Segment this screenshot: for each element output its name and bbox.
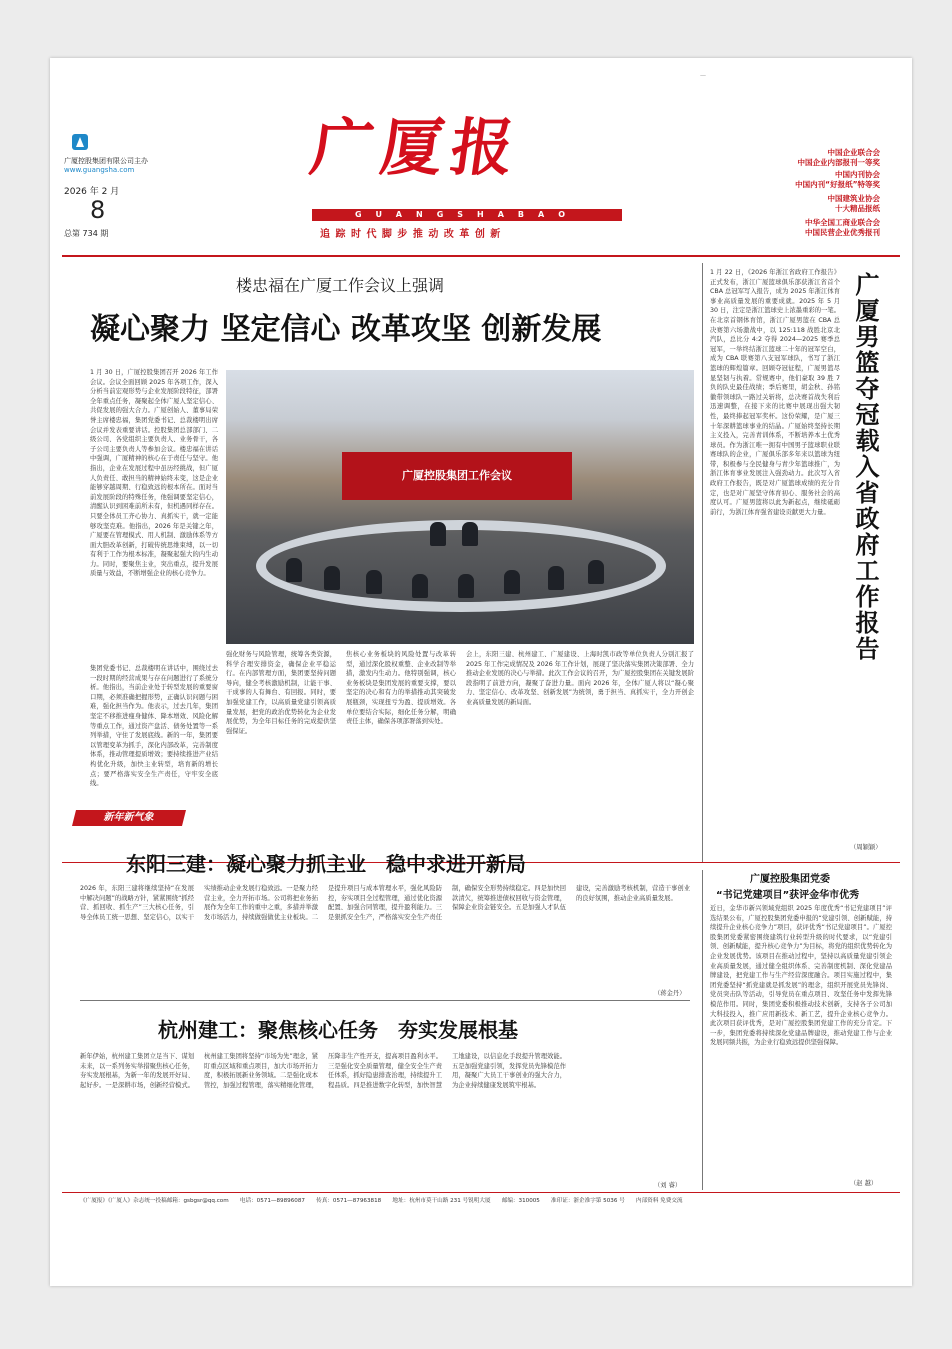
attendee	[458, 574, 474, 598]
header-rule	[62, 255, 900, 257]
lead-col-4: 会上，东阳三建、杭州建工、广厦建设、上海时凯市政等单位负责人分别汇报了 2025 年工作完成情况及 2026 年工作计划，展现了坚决落实集团决策部署、全力推动企业发展的决心与举措。此次工作会议的召开，为广厦控股集团在关键发展阶段指明了前进方向，凝聚了奋进力量。面向 2026 年，全体广厦人将以“凝心聚力、坚定信心、改革攻坚、创新发展”为统领，勇于担当、真抓实干，全力开创企业高质量发展的新局面。	[466, 651, 694, 706]
masthead-title: 广厦报	[306, 111, 527, 184]
lead-kicker: 楼忠福在广厦工作会议上强调	[236, 276, 445, 295]
issue-date: 2026 年 2 月	[64, 187, 120, 197]
attendee	[412, 574, 428, 598]
attendee	[430, 522, 446, 546]
basketball-byline: （周颖颖）	[850, 844, 882, 851]
honor-item: 中国建筑业协会	[827, 194, 880, 203]
attendee	[366, 570, 382, 594]
honor-item: 中华全国工商业联合会	[805, 218, 880, 227]
host-line: 广厦控股集团有限公司主办	[64, 157, 148, 165]
side-title-2: “书记党建项目”获评金华市优秀	[716, 890, 860, 901]
honor-item: 中国内刊协会	[835, 170, 880, 179]
attendee	[548, 566, 564, 590]
photo-banner: 广厦控股集团工作会议	[342, 452, 572, 500]
guangsha-logo-icon	[72, 134, 88, 150]
hangzhou-body: 新年伊始，杭州建工集团立足当下、谋划未来，以一系列务实举措聚焦核心任务，夯实发展根基，为新一年的发展开好局、起好步。一是深耕市场，创新经营模式。杭州建工集团将坚持“市场为先”理念，紧盯重点区域和重点项目，加大市场开拓力度，积极拓展新业务领域。二是强化成本管控，加强过程管理，落实精细化管理，压降非生产性开支，提高项目盈利水平。三是强化安全质量管理，健全安全生产责任体系，抓好隐患排查治理，持续提升工程品质。四是推进数字化转型，加快智慧工地建设，以信息化手段提升管理效能。五是加强党建引领，发挥党员先锋模范作用，凝聚广大员工干事创业的强大合力，为企业持续健康发展筑牢根基。	[80, 1053, 566, 1089]
attendee	[324, 566, 340, 590]
footer-rule	[62, 1192, 900, 1193]
honors-list	[740, 148, 880, 238]
basketball-body: 1 月 22 日，《2026 年浙江省政府工作报告》正式发布，浙江广厦篮球俱乐部获浙江省首个 CBA 总冠军写入报告，成为 2025 年浙江体育事业高质量发展的重要成就。2025 年 5 月 30 日，注定是浙江篮球史上浓墨重彩的一笔。在北京首钢体育馆，浙江广厦男篮在 CBA 总决赛第六场激战中，以 125:118 战胜北京北汽队，总比分 4:2 夺得 2024—2025 赛季总冠军，一举终结浙江篮球二十年的冠军空白，成为 CBA 联赛第八支冠军球队，书写了浙江篮球的辉煌篇章。回顾夺冠征程，广厦男篮尽显坚韧与执着。常规赛中，他们豪取 39 胜 7 负的队史最佳战绩；季后赛里，胡金秋、孙铭徽带领球队一路过关斩将，总决赛首战失利后迅速调整，在接下来的比赛中展现出强大韧性，最终捧起冠军奖杯。这份荣耀，是广厦三十年深耕篮球事业的结晶。广厦始终坚持长期主义投入，完善青训体系，不断培养本土优秀球员。作为浙江唯一拥有中国男子篮球职业联赛球队的企业，广厦俱乐部多年来以篮球为纽带，积极参与全民健身与青少年篮球推广，为浙江体育事业发展注入强劲动力。此次写入省政府工作报告，既是对广厦篮球成绩的充分肯定，也是对广厦坚守体育初心、服务社会的高度认可。广厦男篮将以此为新起点，继续砥砺前行，为浙江体育强省建设贡献更大力量。	[710, 269, 840, 516]
newspaper-page	[50, 58, 912, 1286]
lead-col-1: 1 月 30 日，广厦控股集团召开 2026 年工作会议。会议全面回顾 2025 年各项工作，深入分析当前宏观形势与企业发展阶段特征，部署全年重点任务，凝聚起全体广厦人坚定信心、共促发展的强大合力。广厦创始人、董事局荣誉主席楼忠福，集团党委书记、总裁楼明出席会议并发表重要讲话。控股集团总部部门、二级公司、各党组织主要负责人、业务骨干，各子公司主要负责人等参加会议。楼忠福在讲话中强调，广厦精神的核心在于责任与坚守。他指出，企业在发展过程中虽历经挑战，但广厦人负责任、敢担当的精神始终未变，这是企业能够穿越周期、行稳致远的根本所在。面对当前发展阶段的特殊任务，他强调要坚定信心，清醒认识到困难前所未有，但机遇同样存在。只要全体员工齐心协力、真抓实干，就一定能够攻坚克难。他指出，2026 年是关键之年，广厦要在管理模式、用人机制、激励体系等方面大胆改革创新，打破传统思维束缚，以一切有利于工作为根本标准，凝聚起强大的内生动力。同时，要聚焦主业，突出重点，提升发展质量与效益，不断增强企业的核心竞争力。	[90, 369, 218, 578]
band-divider	[80, 1000, 690, 1001]
masthead-slogan: 追 踪 时 代 脚 步 推 动 改 革 创 新	[320, 229, 502, 240]
conference-table	[256, 520, 666, 612]
conference-photo	[226, 370, 694, 644]
attendee	[588, 560, 604, 584]
basketball-title: 广厦男篮夺冠载入省政府工作报告	[851, 272, 880, 662]
honor-item: 中国民营企业优秀报刊	[805, 228, 880, 237]
honor-item: 中国内刊“好报纸”特等奖	[795, 180, 880, 189]
lead-title: 凝心聚力 坚定信心 改革攻坚 创新发展	[90, 312, 602, 347]
footer-info: 《广厦报》《广厦人》杂志统一投稿邮箱：gsbgsr@qq.com 电话：0571—89896087 传真：0571—87963818 地址：杭州市莫干山路 231 号锐明大厦 邮编：310005 准印证：浙企准字第 5036 号 内部资料 免费交流	[80, 1198, 683, 1204]
side-title-1: 广厦控股集团党委	[750, 874, 830, 885]
lead-col-1b: 集团党委书记、总裁楼明在讲话中，围绕过去一段时期的经营成果与存在问题进行了系统分析。他指出，当前企业处于转型发展的重要窗口期，必须准确把握形势，正确认识问题与困难，强化担当作为。他表示，过去几年，集团坚定不移推进瘦身健体、降本增效、风险化解等重点工作，通过资产盘活、债务处置等一系列举措，守住了发展底线。新的一年，集团要以管理变革为抓手，深化内部改革，完善制度体系，推动管理提质增效；要持续推进产业结构优化升级，加快主业转型，培育新的增长点；要严格落实安全生产责任，守牢安全底线。	[90, 665, 218, 788]
top-left-mark: —	[700, 72, 706, 79]
hangzhou-headline: 杭州建工：聚焦核心任务 夯实发展根基	[158, 1018, 518, 1042]
lead-col-3: 焦核心业务板块的风险处置与改革转型，通过深化股权重整、企业改制等举措，激发内生动力。他特别强调，核心业务板块是集团发展的重要支撑，要以坚定的决心和有力的举措推动其突破发展瓶颈，实现扭亏为盈、提质增效。各单位要结合实际，细化任务分解，明确责任主体，确保各项部署落到实处。	[346, 651, 456, 726]
side-divider	[702, 870, 703, 1190]
honor-item: 中国企业内部报刊一等奖	[797, 158, 880, 167]
honor-item: 中国企业联合会	[827, 148, 880, 157]
website[interactable]: www.guangsha.com	[64, 166, 135, 174]
side-body: 近日，金华市新兴领域党组织 2025 年度优秀“书记党建项目”评选结果公布，广厦控股集团党委申报的“党建引领、创新赋能，持续提升企业核心竞争力”项目，获评优秀“书记党建项目”。广厦控股集团党委紧密围绕建筑行业转型升级的时代要求，以“党建引领、创新赋能，提升核心竞争力”为目标，将党的组织优势转化为企业发展优势。该项目在推动过程中，坚持以高质量党建引领企业高质量发展，通过健全组织体系、完善制度机制、深化党建品牌建设，把党建工作与生产经营深度融合。项目实施过程中，集团党委坚持“抓党建就是抓发展”的理念，组织开展党员先锋岗、党员突击队等活动，引导党员在重点项目、攻坚任务中发挥先锋模范作用。同时，集团党委积极推动技术创新，支持各子公司加大科技投入，推广应用新技术、新工艺，提升企业核心竞争力。此次项目获评优秀，是对广厦控股集团党建工作的充分肯定。下一步，集团党委将持续深化党建品牌建设，推动党建工作与企业发展同频共振，为企业行稳致远提供坚强保障。	[710, 905, 892, 1047]
masthead-pinyin: GUANGSHABAO	[312, 209, 622, 221]
honor-item: 十大精品报纸	[835, 204, 880, 213]
dongyang-body: 2026 年，东阳三建将继续坚持“在发展中解决问题”的战略方针，紧紧围绕“抓经营、抓回收、抓生产”三大核心任务，引导全体员工统一思想、坚定信心，以实干实绩推动企业发展行稳致远。一是聚力经营主业，全力开拓市场。公司将把业务拓展作为全年工作的重中之重，多措并举激发市场活力，持续做强做优主业板块。二是提升项目与成本管理水平，强化风险防控，夯实项目全过程管理，通过优化资源配置、加强合同管理，提升盈利能力。三是狠抓安全生产，严格落实安全生产责任制，确保安全形势持续稳定。四是加快回款清欠，统筹推进债权回收与资金管理，保障企业资金链安全。五是加强人才队伍建设，完善激励考核机制，营造干事创业的良好氛围，推动企业高质量发展。	[80, 885, 690, 921]
side-byline: （赵 越）	[850, 1180, 878, 1187]
attendee	[286, 558, 302, 582]
column-divider	[702, 263, 703, 863]
attendee	[504, 570, 520, 594]
section-tag: 新年新气象	[72, 810, 186, 826]
attendee	[462, 522, 478, 546]
dongyang-headline: 东阳三建：凝心聚力抓主业 稳中求进开新局	[126, 852, 526, 876]
issue-day: 8	[90, 196, 106, 224]
dongyang-byline: （蒋金丹）	[654, 990, 686, 997]
hangzhou-byline: （刘 睿）	[654, 1182, 682, 1189]
issue-number: 总第 734 期	[64, 229, 109, 238]
lead-col-2: 强化财务与风险管理，统筹各类资源，科学合理安排资金，确保企业平稳运行。在内部管理方面，集团要坚持问题导向，健全考核激励机制，让能干事、干成事的人有舞台、有回报。同时，要加强党建工作，以高质量党建引领高质量发展，把党的政治优势转化为企业发展优势，为全年目标任务的完成提供坚强保证。	[226, 651, 336, 735]
